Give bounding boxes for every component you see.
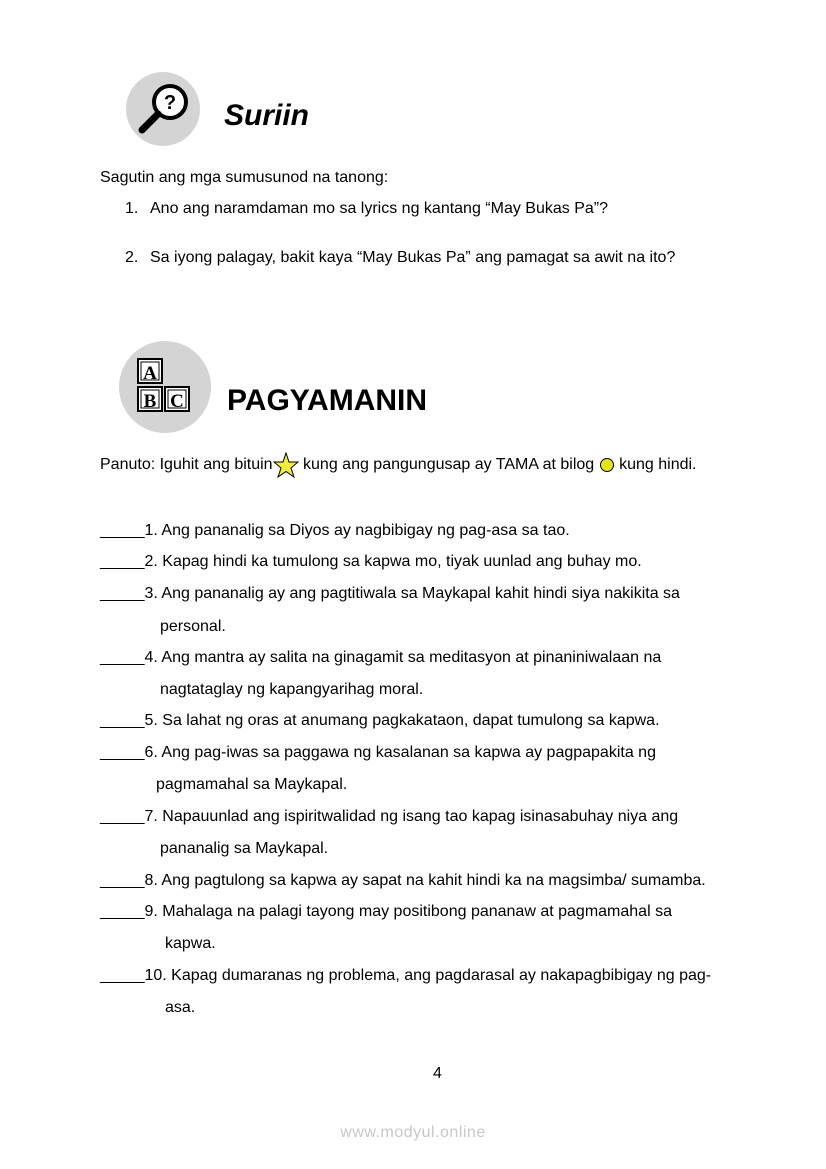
- icon-letter: A: [143, 363, 157, 384]
- item-line-cont: pagmamahal sa Maykapal.: [156, 776, 348, 793]
- magnifier-question-icon: [126, 72, 200, 146]
- star-icon: [273, 452, 299, 478]
- suriin-intro: Sagutin ang mga sumusunod na tanong:: [100, 169, 389, 186]
- item-line: _____3. Ang pananalig ay ang pagtitiwala sa Maykapal kahit hindi siya nakikita sa: [100, 585, 680, 602]
- item-line-cont: nagtataglay ng kapangyarihag moral.: [160, 681, 424, 698]
- instruction-text: Panuto: Iguhit ang bituin: [100, 456, 273, 474]
- instruction-text: kung ang pangungusap ay TAMA at bilog: [298, 456, 599, 474]
- suriin-icon: [126, 72, 200, 146]
- icon-letter: B: [143, 391, 157, 412]
- item-line: _____8. Ang pagtulong sa kapwa ay sapat na kahit hindi ka na magsimba/ sumamba.: [100, 872, 706, 889]
- page-number: 4: [433, 1065, 442, 1082]
- item-line: _____6. Ang pag-iwas sa paggawa ng kasalanan sa kapwa ay pagpapakita ng: [100, 744, 656, 761]
- item-line-cont: asa.: [165, 999, 196, 1016]
- item-line: _____7. Napauunlad ang ispiritwalidad ng isang tao kapag isinasabuhay niya ang: [100, 808, 679, 825]
- item-line-cont: kapwa.: [165, 935, 216, 952]
- pagyamanin-title: PAGYAMANIN: [227, 384, 428, 417]
- circle-icon: [599, 457, 615, 473]
- item-line: _____4. Ang mantra ay salita na ginagamit sa meditasyon at pinaniniwalaan na: [100, 649, 662, 666]
- item-line-cont: personal.: [160, 618, 226, 635]
- item-line: _____2. Kapag hindi ka tumulong sa kapwa mo, tiyak uunlad ang buhay mo.: [100, 553, 642, 570]
- abc-blocks-icon: [119, 341, 211, 433]
- item-line: _____5. Sa lahat ng oras at anumang pagkakataon, dapat tumulong sa kapwa.: [100, 712, 660, 729]
- suriin-title: Suriin: [224, 99, 310, 132]
- question-number: 1.: [125, 200, 139, 217]
- item-line: _____1. Ang pananalig sa Diyos ay nagbibigay ng pag-asa sa tao.: [100, 522, 570, 539]
- watermark: www.modyul.online: [340, 1124, 486, 1141]
- instruction: [100, 452, 697, 478]
- pagyamanin-icon: [119, 341, 211, 433]
- question-number: 2.: [125, 249, 139, 266]
- item-line: _____9. Mahalaga na palagi tayong may positibong pananaw at pagmamahal sa: [100, 903, 672, 920]
- svg-text:?: ?: [163, 92, 177, 114]
- icon-letter: C: [170, 391, 184, 412]
- question-text: Ano ang naramdaman mo sa lyrics ng kantang “May Bukas Pa”?: [150, 200, 609, 217]
- item-line: _____10. Kapag dumaranas ng problema, ang pagdarasal ay nakapagbibigay ng pag-: [100, 967, 712, 984]
- question-text: Sa iyong palagay, bakit kaya “May Bukas Pa” ang pamagat sa awit na ito?: [150, 249, 676, 266]
- item-line-cont: pananalig sa Maykapal.: [160, 840, 329, 857]
- instruction-text: kung hindi.: [614, 456, 697, 474]
